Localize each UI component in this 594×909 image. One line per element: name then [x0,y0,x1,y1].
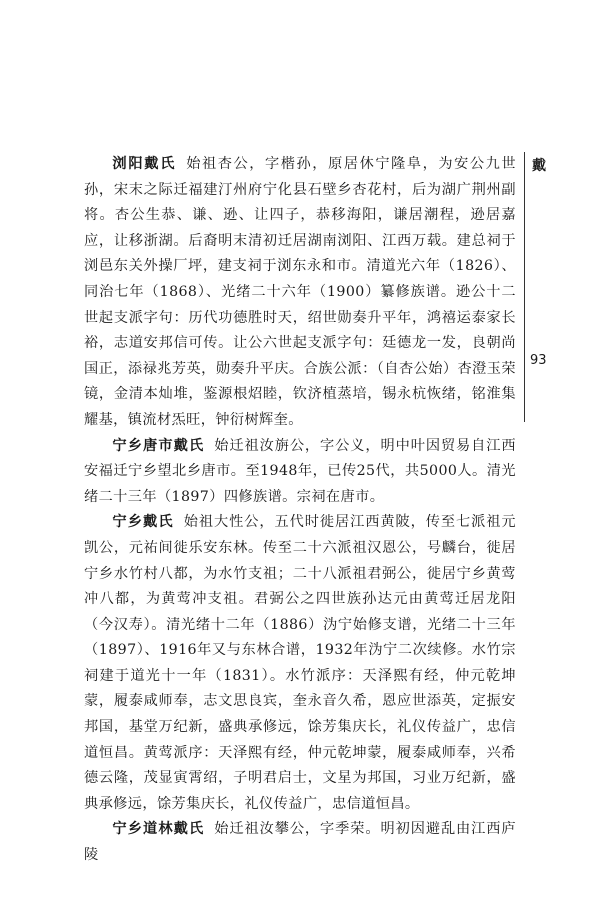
entry-heading: 宁乡道林戴氏 [112,821,205,838]
entry-paragraph [84,434,516,511]
margin-rule [524,152,525,422]
entry-heading: 宁乡戴氏 [112,514,174,531]
body-text [84,152,516,869]
entry-text: 始祖杏公，字楷孙，原居休宁隆阜，为安公九世孙，宋末之际迁福建汀州府宁化县石壁乡杏花村，后为湖广荆州副将。杏公生恭、谦、逊、让四子，恭移海阳，谦居潮程，逊居嘉应，让移浙湖。后裔明末清初迁居湖南浏阳、江西万载。建总祠于浏邑东关外操厂坪，建支祠于浏东永和市。清道光六年（1826）、同治七年（1868）、光绪二十六年（1900）纂修族谱。逊公十二世起支派字句：历代功德胜时天，绍世勋奏升平年，鸿禧运泰家长裕，志道安邦信可传。让公六世起支派字句：廷德龙一发，良朝尚国正，添禄兆芳英，勋奏升平庆。合族公派：（自杏公始）杏澄玉荣镜，金清本灿堆，鉴源根炤睦，钦济植蒸培，锡永杭恢绪，铭淮集耀基，镇流材炁旺，钟衍树辉奎。 [84,156,516,428]
entry-heading: 浏阳戴氏 [112,156,177,172]
entry-heading: 宁乡唐市戴氏 [112,437,205,454]
entry-text: 始祖大性公，五代时徙居江西黄陂，传至七派祖元凯公，元祐间徙乐安东林。传至二十六派祖汉恩公，号麟台，徙居宁乡水竹村八都，为水竹支祖；二十八派祖君弼公，徙居宁乡黄莺冲八都，为黄莺冲支祖。君弼公之四世族孙达元由黄莺迁居龙阳（今汉寿）。清光绪十二年（1886）沩宁始修支谱，光绪二十三年（1897）、1916年又与东林合谱，1932年沩宁二次续修。水竹宗祠建于道光十一年（1831）。水竹派序：天泽熙有经，仲元乾坤蒙，履泰咸师奉，志文思良宾，奎永音久希，恩应世添英，定振安邦国，基堂万纪新，盛典承修远，馀芳集庆长，礼仪传益广，忠信道恒昌。黄莺派序：天泽熙有经，仲元乾坤蒙，履泰咸师奉，兴希德云隆，茂显寅霄绍，子明君启士，文星为邦国，习业万纪新，盛典承修远，馀芳集庆长，礼仪传益广，忠信道恒昌。 [84,514,516,812]
entry-text: 始迁祖汝旃公，字公义，明中叶因贸易自江西安福迁宁乡望北乡唐市。至1948年，已传25代，共5000人。清光绪二十三年（1897）四修族谱。宗祠在唐市。 [84,437,516,505]
entry-paragraph [84,152,516,434]
entry-text: 始迁祖汝攀公，字季荣。明初因避乱由江西庐陵 [84,821,516,864]
entry-paragraph [84,510,516,817]
entry-paragraph [84,817,516,868]
running-head: 戴 [532,158,546,174]
page-number: 93 [530,353,547,368]
